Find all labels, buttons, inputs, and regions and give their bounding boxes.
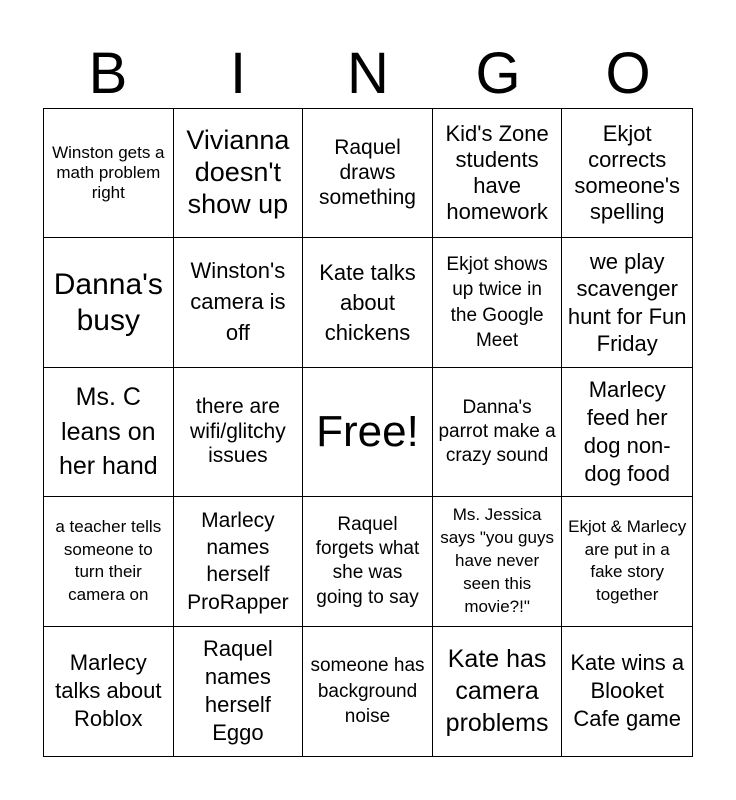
cell-text: Raquel forgets what she was going to say [315,513,420,608]
bingo-cell[interactable] [44,238,174,367]
bingo-cell[interactable] [44,109,174,238]
bingo-cell[interactable] [433,109,563,238]
bingo-cell[interactable] [44,497,174,626]
cell-text: Ekjot corrects someone's spelling [574,121,681,225]
bingo-cell[interactable] [433,497,563,626]
header-letter-n: N [347,41,389,106]
bingo-cell[interactable] [174,497,304,626]
cell-text: Raquel draws something [319,136,416,209]
bingo-cell[interactable] [174,627,304,756]
header-letter-b: B [88,41,128,106]
header-letter-i: I [229,41,247,106]
bingo-cell[interactable] [433,238,563,367]
bingo-cell[interactable] [562,368,692,497]
cell-text: Danna's busy [53,268,163,337]
bingo-cell[interactable] [433,627,563,756]
bingo-board [43,108,693,757]
bingo-cell[interactable] [562,627,692,756]
cell-text: Ms. Jessica says "you guys have never seen this movie?!" [440,505,554,616]
bingo-cell[interactable] [174,368,304,497]
cell-text: Winston gets a math problem right [52,143,165,203]
bingo-cell[interactable] [44,368,174,497]
bingo-cell[interactable] [303,497,433,626]
cell-text: someone has background noise [310,655,425,728]
bingo-cell[interactable] [562,238,692,367]
header-letter-g: G [475,41,521,106]
bingo-cell[interactable] [303,368,433,497]
cell-text: Kid's Zone students have homework [445,121,549,225]
cell-text: Raquel names herself Eggo [203,635,273,746]
bingo-cell[interactable] [174,109,304,238]
cell-text: we play scavenger hunt for Fun Friday [567,249,687,356]
header-letter-o: O [605,41,651,106]
bingo-cell[interactable] [174,238,304,367]
cell-text: Ekjot shows up twice in the Google Meet [446,253,548,352]
cell-text: Marlecy feed her dog non-dog food [583,376,671,487]
bingo-cell[interactable] [44,627,174,756]
cell-text: a teacher tells someone to turn their camera on [55,516,162,605]
bingo-cell[interactable] [303,238,433,367]
cell-text: Kate talks about chickens [319,259,416,345]
bingo-cell[interactable] [303,109,433,238]
bingo-cell[interactable] [303,627,433,756]
bingo-cell[interactable] [562,497,692,626]
cell-text: Marlecy names herself ProRapper [187,508,289,614]
cell-text: Kate has camera problems [445,645,549,738]
cell-text: Danna's parrot make a crazy sound [438,396,556,467]
cell-text: there are wifi/glitchy issues [190,394,286,468]
bingo-header [43,0,693,108]
cell-text: Vivianna doesn't show up [186,125,290,220]
bingo-cell[interactable] [562,109,692,238]
cell-text: Marlecy talks about Roblox [55,650,162,732]
bingo-cell[interactable] [433,368,563,497]
cell-text: Ekjot & Marlecy are put in a fake story together [568,516,687,605]
free-space: Free! [316,407,419,457]
cell-text: Ms. C leans on her hand [58,383,158,481]
cell-text: Winston's camera is off [190,258,286,345]
cell-text: Kate wins a Blooket Cafe game [570,650,685,732]
